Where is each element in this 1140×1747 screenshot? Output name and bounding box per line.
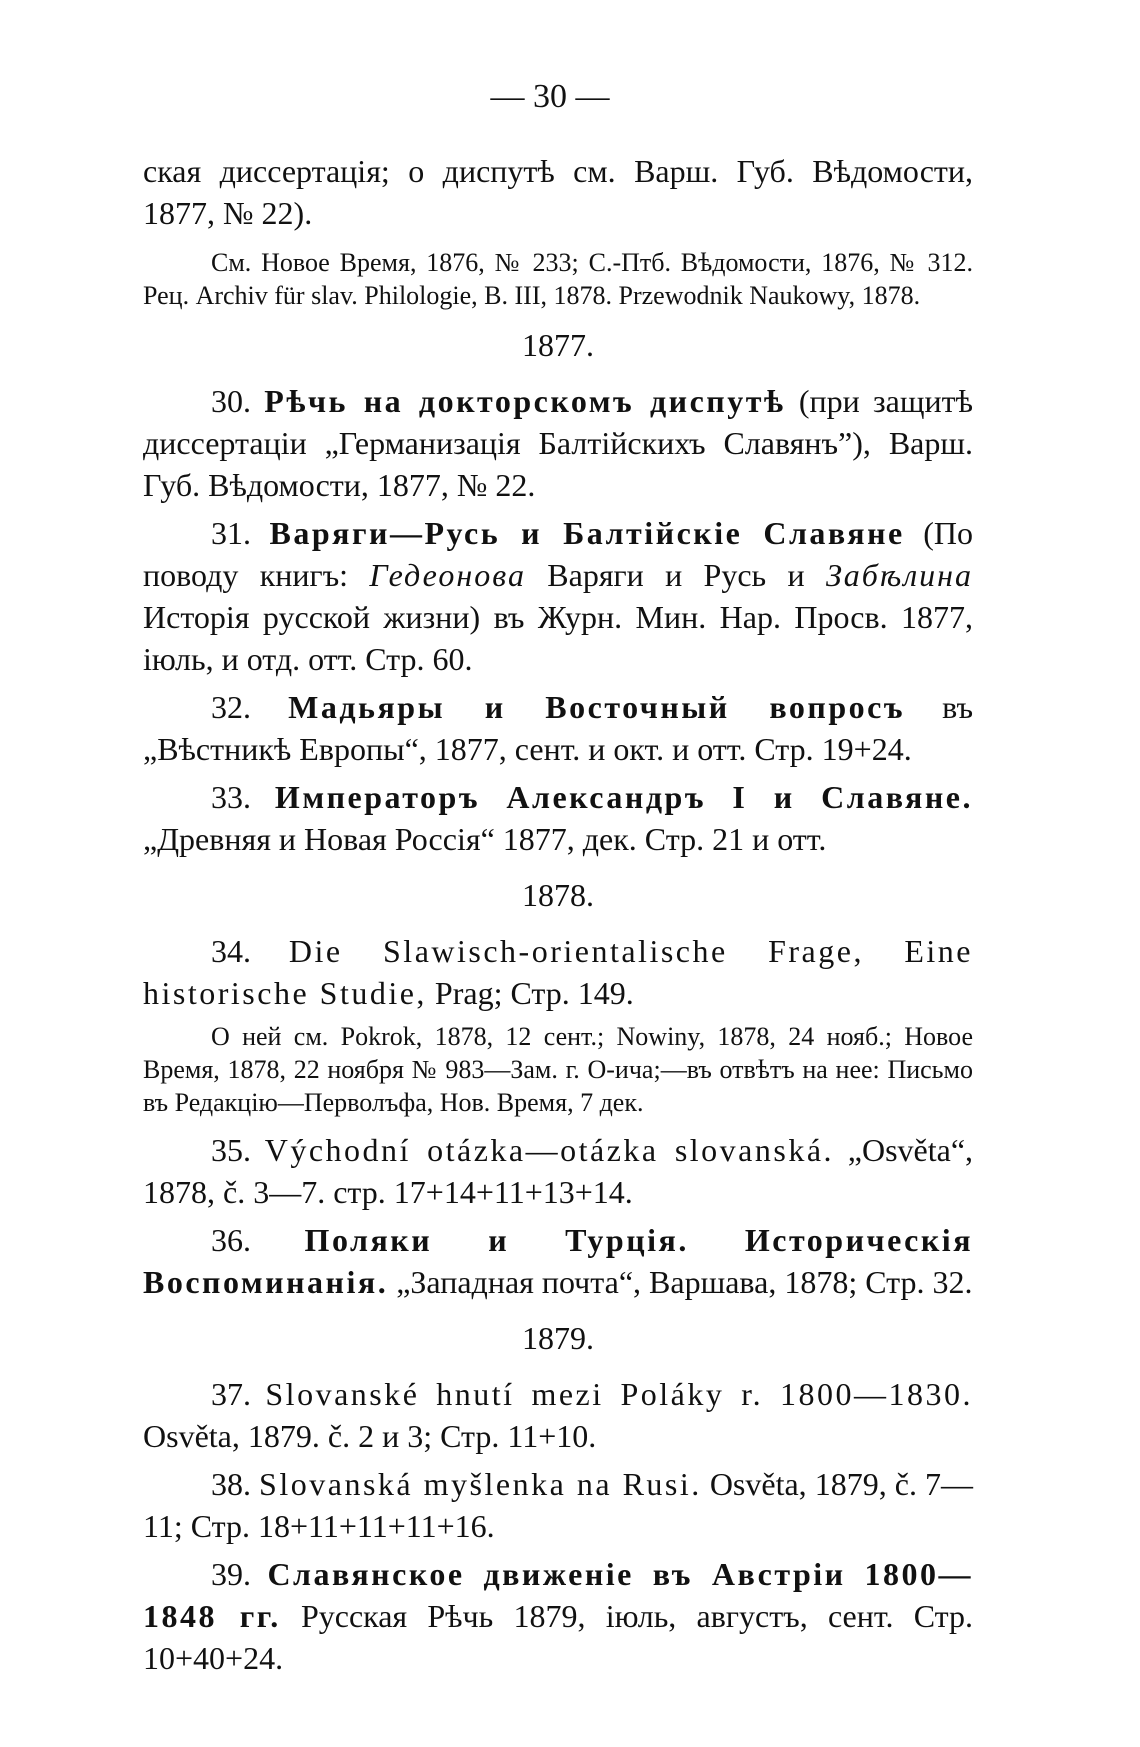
entry-title: Východní otázka—otázka slovanská.	[264, 1132, 835, 1168]
entry-33	[143, 776, 973, 860]
page-number: — 30 —	[490, 78, 610, 115]
year-heading-1879: 1879.	[522, 1320, 594, 1356]
entry-details: Osvěta, 1879, č. 7—11; Стр. 18+11+11+11+16.	[143, 1466, 974, 1544]
entry-title: Рѣчь на докторскомъ диспутѣ	[264, 383, 786, 419]
entry-number: 32.	[211, 689, 251, 725]
entry-37	[143, 1373, 973, 1457]
entry-title: Slovanské hnutí mezi Poláky r. 1800—1830.	[265, 1376, 974, 1412]
entry-title: Императоръ Александръ I и Славяне.	[274, 779, 973, 815]
entry-number: 35.	[211, 1132, 251, 1168]
author-name: Забѣлина	[825, 557, 974, 593]
entry-34	[143, 930, 973, 1014]
entry-number: 38.	[211, 1466, 251, 1502]
entry-36	[143, 1219, 973, 1303]
entry-details: въ „Вѣстникѣ Европы“, 1877, сент. и окт. и отт. Стр. 19+24.	[143, 689, 974, 767]
entry-number: 33.	[211, 779, 251, 815]
entry-39	[143, 1553, 973, 1679]
entry-details: „Osvěta“, 1878, č. 3—7. стр. 17+14+11+13+14.	[143, 1132, 974, 1210]
entry-details: „Древняя и Новая Россія“ 1877, дек. Стр. 21 и отт.	[143, 821, 827, 857]
entry-34-note: О ней см. Pokrok, 1878, 12 сент.; Nowiny, 1878, 24 нояб.; Новое Время, 1878, 22 ноября № 983—Зам. г. О-ича;—въ отвѣтъ на нее: Письмо въ Редакцію—Перволъфа, Нов. Время, 7 дек.	[143, 1022, 973, 1117]
entry-number: 37.	[211, 1376, 251, 1412]
entry-number: 36.	[211, 1222, 251, 1258]
entry-details: „Западная почта“, Варшава, 1878; Стр. 32.	[396, 1264, 973, 1300]
entry-details: Русская Рѣчь 1879, іюль, августъ, сент. Стр. 10+40+24.	[143, 1598, 974, 1676]
entry-details: (при защитѣ диссертаціи „Германизація Балтійскихъ Славянъ”), Варш. Губ. Вѣдомости, 1877, № 22.	[143, 383, 973, 503]
entry-details-b: Варяги и Русь и	[547, 557, 805, 593]
entry-31	[143, 512, 973, 680]
year-heading-1878: 1878.	[522, 877, 594, 913]
entry-title: Slovanská myšlenka na Rusi.	[259, 1466, 702, 1502]
entry-number: 34.	[211, 933, 251, 969]
entry-number: 30.	[211, 383, 251, 419]
entry-38	[143, 1463, 973, 1547]
entry-details: Prag; Стр. 149.	[434, 975, 634, 1011]
entry-32	[143, 686, 973, 770]
author-name: Гедеонова	[369, 557, 526, 593]
page-body	[143, 150, 973, 1685]
year-heading-1877: 1877.	[522, 327, 594, 363]
entry-35	[143, 1129, 973, 1213]
entry-title: Поляки и Турція. Историческія Воспоминанія.	[143, 1222, 974, 1300]
entry-title: Die Slawisch-orientalische Frage, Eine historische Studie,	[143, 933, 974, 1011]
entry-title: Славянское движеніе въ Австріи 1800—1848 гг.	[143, 1556, 974, 1634]
entry-details: Osvěta, 1879. č. 2 и 3; Стр. 11+10.	[143, 1418, 597, 1454]
entry-title: Варяги—Русь и Балтійскіе Славяне	[269, 515, 905, 551]
entry-details-a: (По поводу книгъ:	[143, 515, 974, 593]
entry-details-c: Исторія русской жизни) въ Журн. Мин. Нар. Просв. 1877, іюль, и отд. отт. Стр. 60.	[143, 599, 973, 677]
entry-number: 31.	[211, 515, 251, 551]
reviews-note: См. Новое Время, 1876, № 233; С.-Птб. Вѣдомости, 1876, № 312. Рец. Archiv für slav. Philologie, B. III, 1878. Przewodnik Naukowy, 1878.	[143, 248, 973, 310]
continuation-line: ская диссертація; о диспутѣ см. Варш. Губ. Вѣдомости, 1877, № 22).	[143, 153, 973, 231]
entry-number: 39.	[211, 1556, 251, 1592]
entry-title: Мадьяры и Восточный вопросъ	[288, 689, 906, 725]
entry-30	[143, 380, 973, 506]
